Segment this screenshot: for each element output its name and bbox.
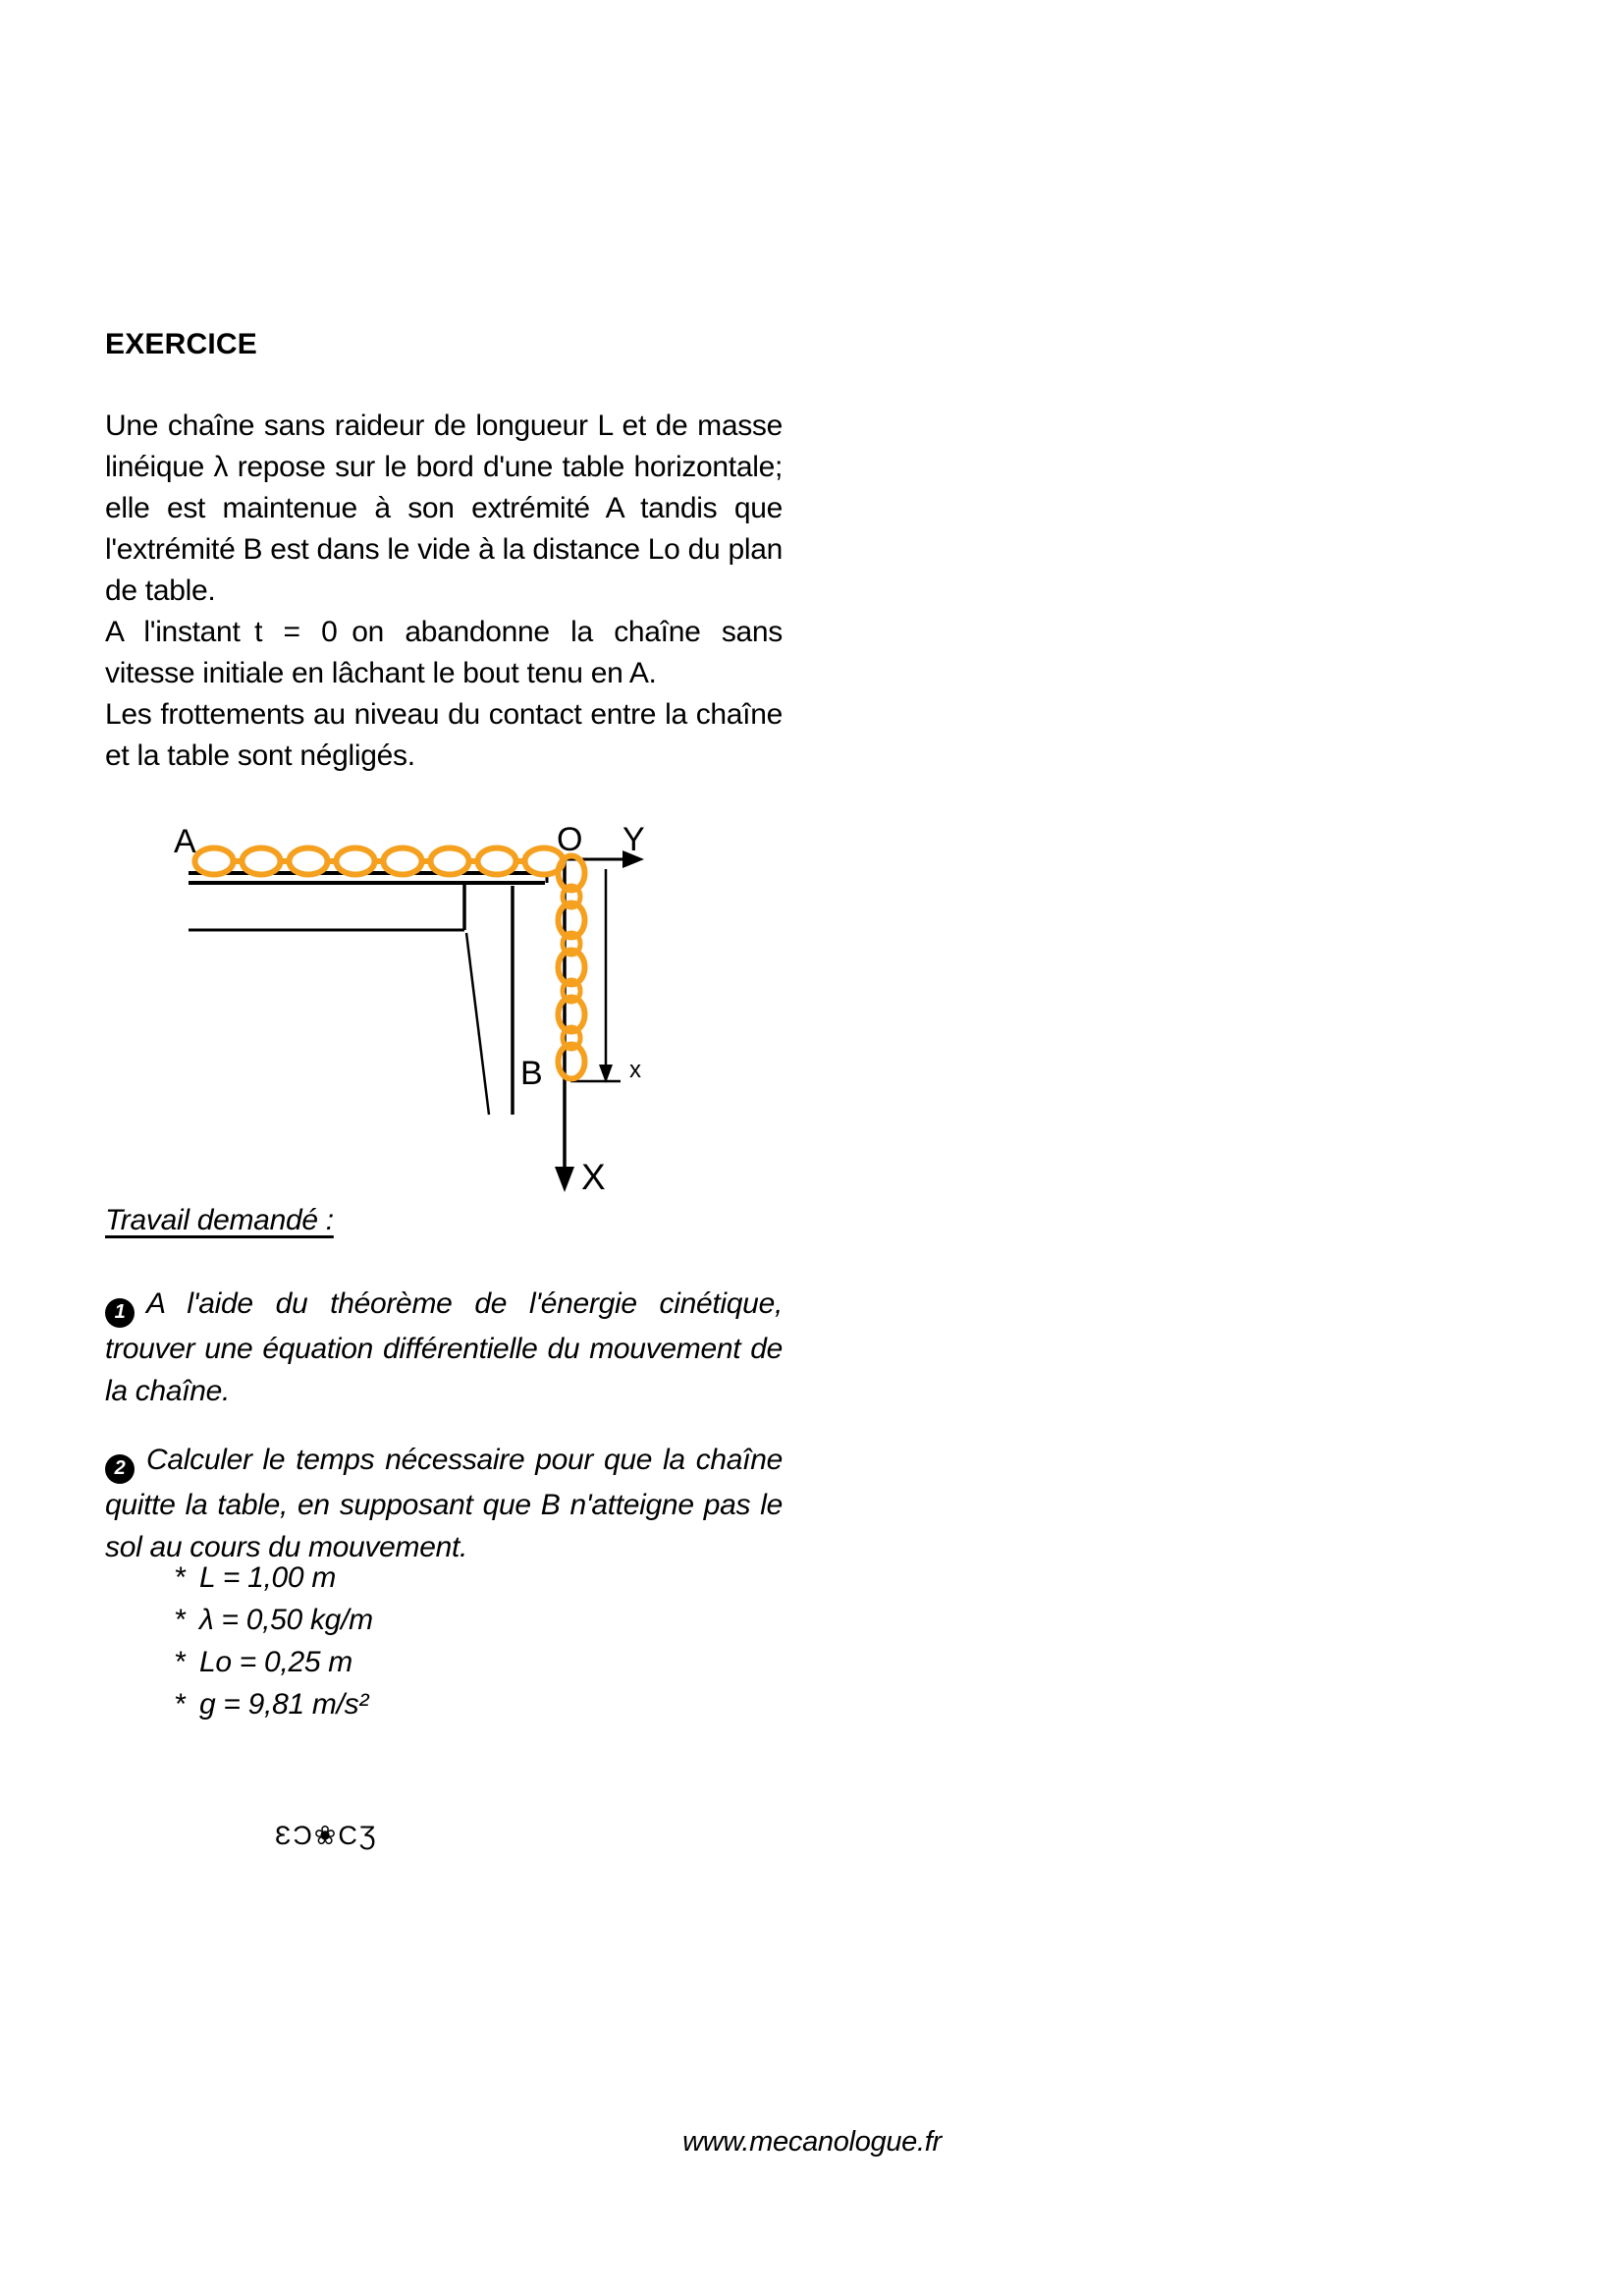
work-item-2 xyxy=(105,1439,783,1568)
asterisk-bullet: * xyxy=(174,1646,186,1678)
circled-number-1: 1 xyxy=(105,1298,135,1328)
chain-rails xyxy=(196,857,574,1081)
floral-separator-ornament: ƐϽ❀ϹƷ xyxy=(275,1821,378,1850)
website-footer: www.mecanologue.fr xyxy=(682,2126,942,2158)
list-item xyxy=(174,1683,373,1725)
given-values-list xyxy=(174,1557,373,1725)
list-item xyxy=(174,1641,373,1683)
work-item-2-text: Calculer le temps nécessaire pour que la chaîne quitte la table, en supposant que B n'atteigne pas le sol au cours du mouvement. xyxy=(105,1444,783,1563)
circled-number-2: 2 xyxy=(105,1454,135,1484)
table-outline xyxy=(189,873,548,1115)
diagram-svg xyxy=(137,805,687,1208)
asterisk-bullet: * xyxy=(174,1604,186,1636)
work-item-1-text: A l'aide du théorème de l'énergie cinétique, trouver une équation différentielle du mouvement de la chaîne. xyxy=(105,1287,783,1407)
label-point-b: B xyxy=(520,1055,543,1092)
work-item-1 xyxy=(105,1283,783,1412)
intro-paragraph-1: Une chaîne sans raideur de longueur L et de masse linéique λ repose sur le bord d'une table horizontale; elle est maintenue à son extrémité A tandis que l'extrémité B est dans le vide à la distance Lo du plan de table. xyxy=(105,410,783,607)
value-linear-mass: λ = 0,50 kg/m xyxy=(199,1604,373,1636)
value-initial-length: Lo = 0,25 m xyxy=(199,1646,352,1678)
intro-paragraphs xyxy=(105,406,783,777)
asterisk-bullet: * xyxy=(174,1688,186,1721)
intro-paragraph-3: Les frottements au niveau du contact entre la chaîne et la table sont négligés. xyxy=(105,698,783,772)
page-title: EXERCICE xyxy=(105,328,257,360)
label-y-axis: Y xyxy=(623,821,645,858)
work-requested-heading: Travail demandé : xyxy=(105,1204,334,1236)
x-axis-arrowhead xyxy=(555,1167,574,1192)
label-origin-o: O xyxy=(557,821,583,858)
asterisk-bullet: * xyxy=(174,1561,186,1594)
list-item xyxy=(174,1557,373,1599)
value-length: L = 1,00 m xyxy=(199,1561,337,1594)
table-leg-slant-line xyxy=(466,933,489,1115)
value-gravity: g = 9,81 m/s² xyxy=(199,1688,369,1721)
label-x-position: x xyxy=(629,1057,641,1083)
intro-paragraph-2: A l'instant t = 0 on abandonne la chaîne sans vitesse initiale en lâchant le bout tenu en A. xyxy=(105,616,783,689)
chain-table-diagram xyxy=(137,805,687,1208)
label-point-a: A xyxy=(174,823,196,860)
label-x-axis: X xyxy=(581,1157,606,1197)
list-item xyxy=(174,1599,373,1641)
